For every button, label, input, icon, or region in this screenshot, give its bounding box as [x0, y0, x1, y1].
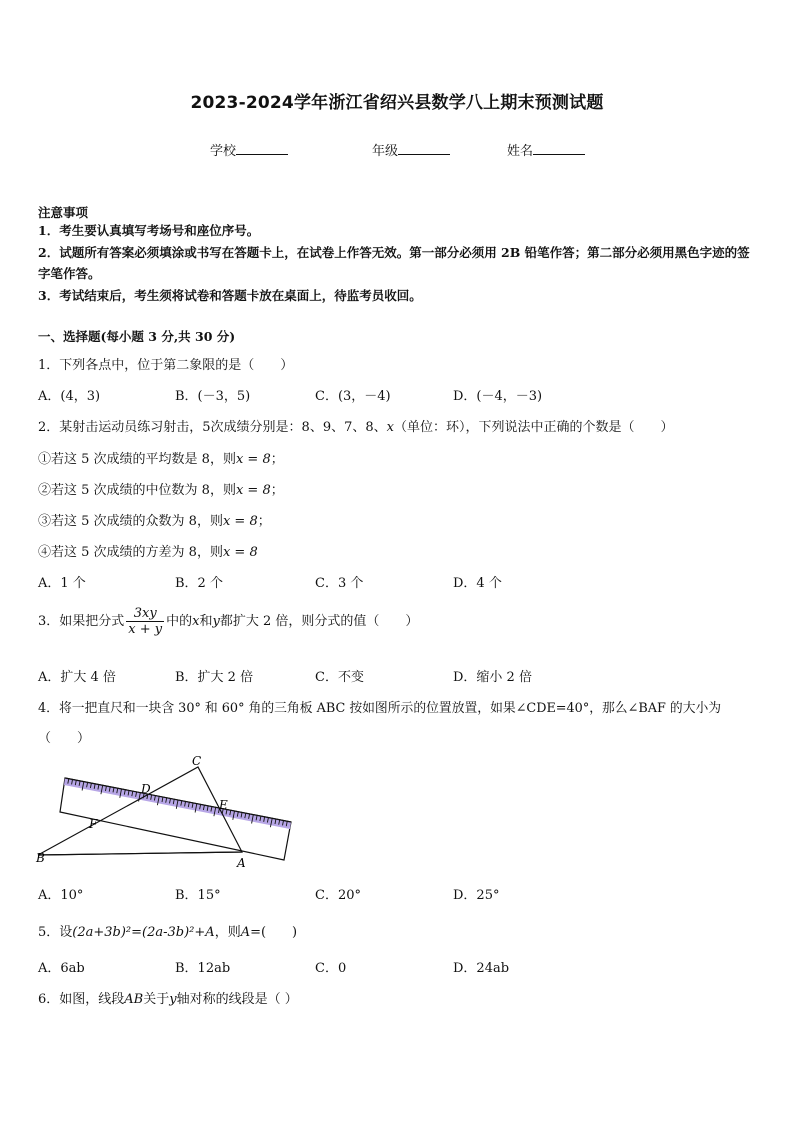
q4-figure: [30, 752, 300, 874]
q3-stem-c: 都扩大 2 倍，则分式的值（ ）: [219, 614, 419, 629]
q5-stem-b: ，则: [214, 925, 241, 940]
q5-stem-a: 5．设: [38, 925, 73, 940]
q2-var: x: [386, 420, 394, 435]
q2-s4-text: ④若这 5 次成绩的方差为 8，则: [38, 545, 223, 560]
q2-option-c: C．3 个: [315, 576, 364, 591]
q4-option-c: C．20°: [315, 888, 361, 903]
q3-option-a: A．扩大 4 倍: [38, 670, 116, 685]
label-b: B: [36, 851, 45, 865]
q3-option-d: D．缩小 2 倍: [453, 670, 532, 685]
school-field: [210, 140, 288, 159]
grade-label: 年级: [372, 144, 399, 159]
q2-s3-text: ③若这 5 次成绩的众数为 8，则: [38, 514, 223, 529]
label-c: C: [192, 754, 202, 768]
q3-option-c: C．不变: [315, 670, 364, 685]
q6-stem: [38, 988, 298, 1007]
q2-s3-semi: ；: [257, 514, 271, 529]
q2-statement-3: [38, 510, 271, 529]
q6-y: y: [169, 992, 177, 1007]
q3-stem-a: 3．如果把分式: [38, 614, 125, 629]
q4-stem: 4．将一把直尺和一块含 30° 和 60° 角的三角板 ABC 按如图所示的位置放置，如果∠CDE=40°，那么∠BAF 的大小为: [38, 701, 722, 716]
grade-blank: [398, 142, 450, 155]
q2-option-b: B．2 个: [175, 576, 223, 591]
q2-option-d: D．4 个: [453, 576, 502, 591]
q2-statement-2: [38, 479, 284, 498]
q4-stem-b: （ ）: [38, 731, 91, 746]
q2-stem-a: 2．某射击运动员练习射击，5次成绩分别是：8、9、7、8、: [38, 420, 387, 435]
q2-s1-eq: x = 8: [235, 452, 271, 467]
label-f: F: [89, 817, 98, 831]
q5-option-c: C．0: [315, 961, 347, 976]
q1-stem: 1．下列各点中，位于第二象限的是（ ）: [38, 358, 294, 373]
q2-statement-4: [38, 541, 258, 560]
q2-s2-semi: ；: [270, 483, 284, 498]
label-d: D: [141, 782, 151, 796]
notes-heading: 注意事项: [38, 205, 89, 220]
q3-option-b: B．扩大 2 倍: [175, 670, 254, 685]
q2-s1-text: ①若这 5 次成绩的平均数是 8，则: [38, 452, 236, 467]
q5-stem: [38, 921, 297, 940]
q6-stem-b: 关于: [143, 992, 170, 1007]
q6-segment-ab: AB: [124, 992, 144, 1007]
q5-var-a: A: [240, 925, 251, 940]
label-a: A: [237, 856, 246, 870]
q5-stem-c: =( ): [250, 925, 298, 940]
note-1: 1．考生要认真填写考场号和座位序号。: [38, 223, 260, 238]
q3-stem-b: 中的: [166, 614, 193, 629]
q6-stem-c: 轴对称的线段是（ ）: [176, 992, 298, 1007]
q3-numerator: 3xy: [126, 606, 164, 622]
q2-s1-semi: ；: [270, 452, 284, 467]
q2-s3-eq: x = 8: [222, 514, 258, 529]
name-label: 姓名: [507, 144, 534, 159]
q1-option-d: D．(－4，－3): [453, 389, 543, 404]
q2-stem: [38, 416, 674, 435]
page-title: 2023-2024学年浙江省绍兴县数学八上期末预测试题: [190, 93, 604, 113]
segment-ba: [38, 852, 242, 855]
note-2: 2．试题所有答案必须填涂或书写在答题卡上，在试卷上作答无效。第一部分必须用 2B 铅笔作答；第二部分必须用黑色字迹的签字笔作答。: [38, 245, 750, 281]
name-blank: [533, 142, 585, 155]
school-label: 学校: [210, 144, 237, 159]
q5-option-a: A．6ab: [38, 961, 85, 976]
school-blank: [236, 142, 288, 155]
q4-option-d: D．25°: [453, 888, 500, 903]
q2-option-a: A．1 个: [38, 576, 86, 591]
q2-s4-eq: x = 8: [222, 545, 258, 560]
q2-s2-text: ②若这 5 次成绩的中位数为 8，则: [38, 483, 236, 498]
q5-expression: (2a+3b)²=(2a-3b)²+A: [72, 925, 215, 940]
name-field: [507, 140, 585, 159]
q5-option-d: D．24ab: [453, 961, 510, 976]
section-heading: 一、选择题(每小题 3 分,共 30 分): [38, 329, 236, 344]
q2-stem-b: （单位：环），下列说法中正确的个数是（ ）: [393, 420, 674, 435]
q3-denominator: x + y: [128, 622, 163, 637]
q1-option-a: A．(4，3): [38, 389, 101, 404]
q3-y: y: [212, 614, 220, 629]
q4-option-a: A．10°: [38, 888, 84, 903]
q3-stem: [38, 606, 418, 637]
q5-option-b: B．12ab: [175, 961, 231, 976]
q2-statement-1: [38, 448, 284, 467]
q1-option-c: C．(3，－4): [315, 389, 391, 404]
q3-he: 和: [199, 614, 213, 629]
q3-x: x: [192, 614, 200, 629]
label-e: E: [219, 798, 228, 812]
q1-option-b: B．(－3，5): [175, 389, 251, 404]
q4-option-b: B．15°: [175, 888, 221, 903]
q6-stem-a: 6．如图，线段: [38, 992, 125, 1007]
q3-fraction: [126, 606, 164, 637]
grade-field: [372, 140, 450, 159]
note-3: 3．考试结束后，考生须将试卷和答题卡放在桌面上，待监考员收回。: [38, 288, 422, 303]
q2-s2-eq: x = 8: [235, 483, 271, 498]
